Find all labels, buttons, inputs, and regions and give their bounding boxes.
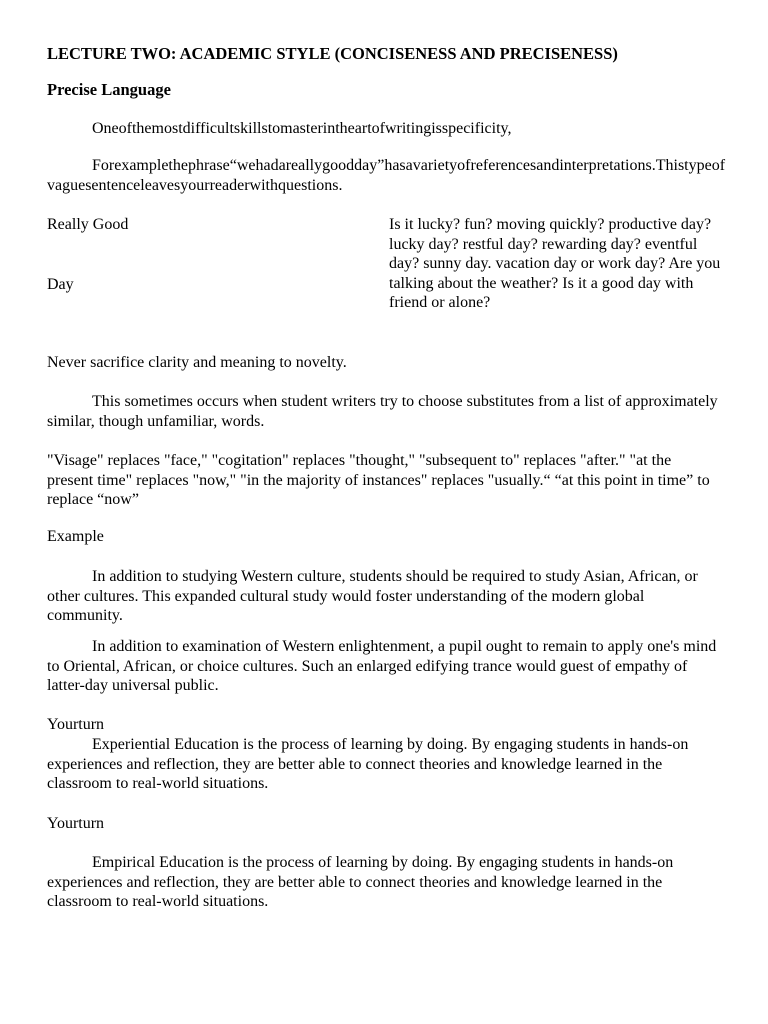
term-really-good: Really Good: [47, 216, 129, 233]
your-turn-text-2: Empirical Education is the process of learning by doing. By engaging students in hands-on experiences and reflection, they are better able to connect theories and knowledge learned in the classroom to real-world situations.: [47, 854, 674, 911]
term-definition: Is it lucky? fun? moving quickly? productive day? lucky day? restful day? rewarding day? eventful day? sunny day. vacation day or work day? Are you talking about the weather? Is it a good day with friend or alone?: [389, 216, 721, 312]
example-paragraph-thesaurus: In addition to examination of Western enlightenment, a pupil ought to remain to apply one's mind to Oriental, African, or choice cultures. Such an enlarged edifying trance would guest of empathy of latter-day universal public.: [47, 638, 717, 695]
section-title: Precise Language: [47, 80, 171, 99]
your-turn-label-2: Yourturn: [47, 815, 105, 832]
paragraph-example-phrase: Forexamplethephrase“wehadareallygoodday”hasavarietyofreferencesandinterpretations.Thistypeofvaguesentenceleavesyourreaderwithquestions.: [47, 157, 726, 194]
paragraph-replacements: "Visage" replaces "face," "cogitation" replaces "thought," "subsequent to" replaces "after." "at the present time" replaces "now," "in the majority of instances" replaces "usually.“ “at this point in time” to replace “now”: [47, 452, 710, 509]
your-turn-label-1: Yourturn: [47, 716, 105, 733]
example-paragraph-original: In addition to studying Western culture, students should be required to study Asian, African, or other cultures. This expanded cultural study would foster understanding of the modern global community.: [47, 568, 698, 625]
your-turn-text-1: Experiential Education is the process of learning by doing. By engaging students in hands-on experiences and reflection, they are better able to connect theories and knowledge learned in the classroom to real-world situations.: [47, 736, 689, 793]
example-label: Example: [47, 528, 104, 545]
term-day: Day: [47, 276, 74, 293]
paragraph-specificity: Oneofthemostdifficultskillstomasterintheartofwritingisspecificity,: [92, 120, 512, 137]
lecture-title: LECTURE TWO: ACADEMIC STYLE (CONCISENESS AND PRECISENESS): [47, 44, 618, 63]
paragraph-substitutes: This sometimes occurs when student writers try to choose substitutes from a list of approximately similar, though unfamiliar, words.: [47, 393, 718, 430]
paragraph-clarity: Never sacrifice clarity and meaning to novelty.: [47, 354, 347, 371]
